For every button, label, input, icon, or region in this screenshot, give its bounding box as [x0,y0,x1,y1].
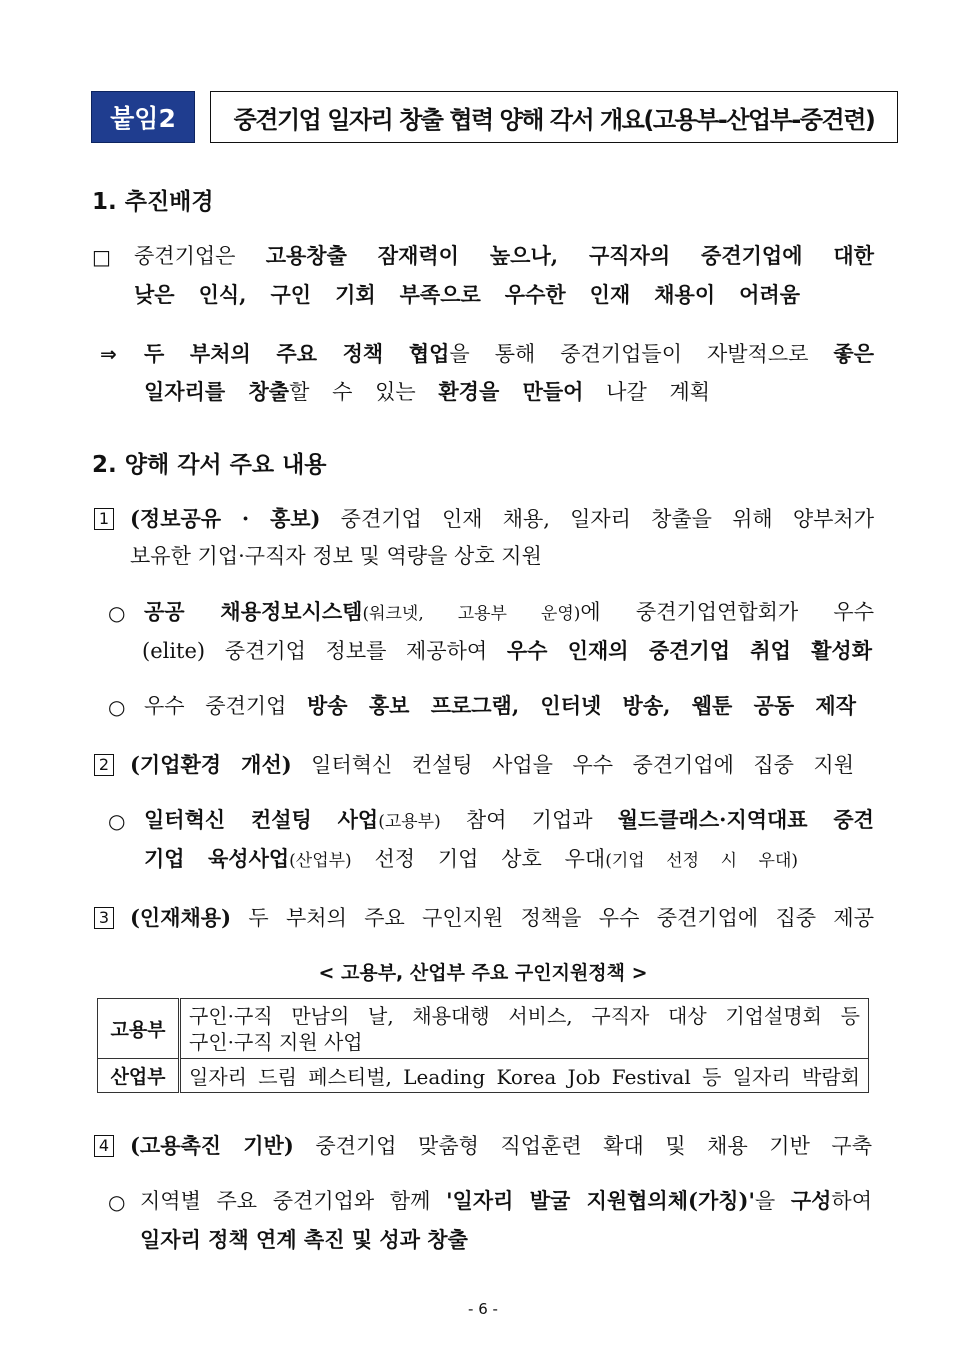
table-row [98,1059,869,1093]
table-row-label: 산업부 [98,1059,180,1093]
page-number: - 6 - [468,1300,498,1318]
job-support-policy-table [97,998,869,1093]
checkbox-square-icon: □ [92,245,111,269]
table-cell-line: 구인·구직 지원 사업 [189,1029,363,1054]
item1-line2: 보유한 기업·구직자 정보 및 역량을 상호 지원 [130,544,542,568]
item1-line1: (정보공유 · 홍보) 중견기업 인재 채용, 일자리 창출을 위해 양부처가 [130,506,874,531]
table-row [98,999,869,1059]
item3-line1: (인재채용) 두 부처의 주요 구인지원 정책을 우수 중견기업에 집중 제공 [130,905,874,930]
plan-paragraph-line2: 일자리를 창출할 수 있는 환경을 만들어 나갈 계획 [144,379,711,404]
circle-bullet-icon: ○ [108,809,126,833]
item2-line1: (기업환경 개선) 일터혁신 컨설팅 사업을 우수 중견기업에 집중 지원 [130,752,854,777]
item1-sub2-line1: 우수 중견기업 방송 홍보 프로그램, 인터넷 방송, 웹툰 공동 제작 [144,693,856,718]
item2-sub1-line2: 기업 육성사업(산업부) 선정 기업 상호 우대(기업 선정 시 우대) [144,846,798,871]
item-number-2-icon: 2 [94,754,114,776]
item1-sub1-line2: (elite) 중견기업 정보를 제공하여 우수 인재의 중견기업 취업 활성화 [142,638,872,663]
document-title: 중견기업 일자리 창출 협력 양해 각서 개요(고용부-산업부-중견련) [210,91,898,143]
background-paragraph-line1: 중견기업은 고용창출 잠재력이 높으나, 구직자의 중견기업에 대한 [134,243,874,268]
item4-sub1-line1: 지역별 주요 중견기업와 함께 '일자리 발굴 지원협의체(가칭)'을 구성하여 [140,1188,872,1213]
arrow-icon: ⇒ [100,342,117,366]
item-number-4-icon: 4 [94,1135,114,1157]
circle-bullet-icon: ○ [108,695,126,719]
item4-line1: (고용촉진 기반) 중견기업 맞춤형 직업훈련 확대 및 채용 기반 구축 [130,1133,873,1158]
circle-bullet-icon: ○ [108,601,126,625]
table-row-label: 고용부 [98,999,180,1059]
item2-sub1-line1: 일터혁신 컨설팅 사업(고용부) 참여 기업과 월드클래스·지역대표 중견 [144,807,874,832]
table-row-content [180,999,869,1059]
section1-heading: 1. 추진배경 [92,189,214,215]
item1-sub1-line1: 공공 채용정보시스템(워크넷, 고용부 운영)에 중견기업연합회가 우수 [144,599,874,624]
table-cell-line: 구인·구직 만남의 날, 채용대행 서비스, 구직자 대상 기업설명회 등 [189,1003,860,1028]
attachment-badge: 붙임2 [91,91,195,143]
section2-heading: 2. 양해 각서 주요 내용 [92,452,327,478]
item-number-3-icon: 3 [94,907,114,929]
circle-bullet-icon: ○ [108,1190,126,1214]
item4-sub1-line2: 일자리 정책 연계 촉진 및 성과 창출 [140,1227,468,1252]
table-caption: < 고용부, 산업부 주요 구인지원정책 > [318,962,648,984]
plan-paragraph-line1: 두 부처의 주요 정책 협업을 통해 중견기업들이 자발적으로 좋은 [144,341,874,366]
table-row-content [180,1059,869,1093]
table-cell-line: 일자리 드림 페스티벌, Leading Korea Job Festival 등 일자리 박람회 [189,1065,860,1089]
item-number-1-icon: 1 [94,508,114,530]
background-paragraph-line2: 낮은 인식, 구인 기회 부족으로 우수한 인재 채용이 어려움 [134,282,800,307]
